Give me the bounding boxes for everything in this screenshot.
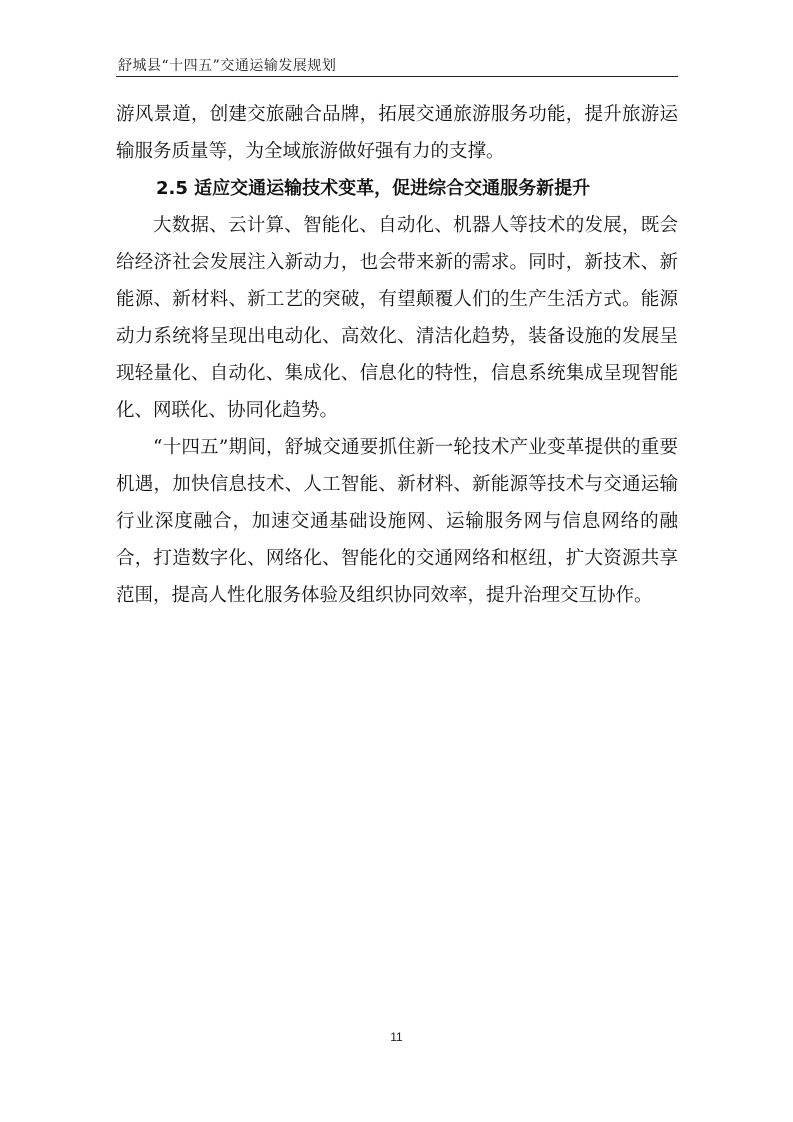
body-paragraph-2: “十四五”期间，舒城交通要抓住新一轮技术产业变革提供的重要机遇，加快信息技术、人工智能、新材料、新能源等技术与交通运输行业深度融合，加速交通基础设施网、运输服务网与信息网络的融合，打造数字化、网络化、智能化的交通网络和枢纽，扩大资源共享范围，提高人性化服务体验及组织协同效率，提升治理交互协作。 [116, 437, 678, 606]
page-number: 11 [390, 1030, 403, 1044]
continuation-paragraph: 游风景道，创建交旅融合品牌，拓展交通旅游服务功能，提升旅游运输服务质量等，为全域旅游做好强有力的支撑。 [116, 104, 678, 162]
section-heading: 2.5 适应交通运输技术变革，促进综合交通服务新提升 [156, 178, 591, 199]
document-title: 舒城县“十四五”交通运输发展规划 [118, 58, 337, 74]
header-divider [116, 76, 678, 77]
body-paragraph-1: 大数据、云计算、智能化、自动化、机器人等技术的发展，既会给经济社会发展注入新动力，也会带来新的需求。同时，新技术、新能源、新材料、新工艺的突破，有望颠覆人们的生产生活方式。能源动力系统将呈现出电动化、高效化、清洁化趋势，装备设施的发展呈现轻量化、自动化、集成化、信息化的特性，信息系统集成呈现智能化、网联化、协同化趋势。 [116, 215, 678, 421]
document-body [116, 96, 678, 614]
